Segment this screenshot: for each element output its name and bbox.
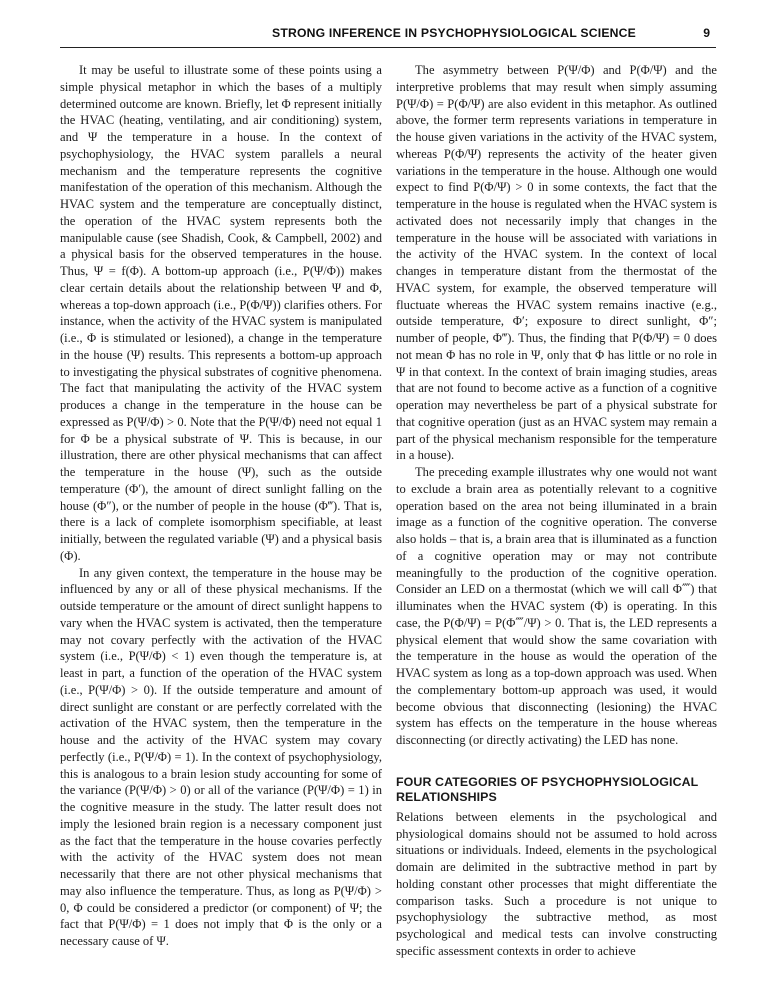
- running-head: [60, 26, 716, 48]
- left-column: [60, 62, 382, 950]
- page-number: 9: [703, 26, 710, 40]
- paragraph: It may be useful to illustrate some of these points using a simple physical metaphor in which the bases of a multiply determined outcome are known. Briefly, let Φ represent initially the HVAC (heating, ventilating, and air conditioning) system, and Ψ the temperature in a house. In the context of psychophysiology, the HVAC system parallels a neural mechanism and the temperature represents the cognitive manifestation of the operation of this mechanism. Although the HVAC system and the temperature are conceptually distinct, the operation of the HVAC system represents both the manipulable cause (see Shadish, Cook, & Campbell, 2002) and a physical basis for the observed temperatures in the house. Thus, Ψ = f(Φ). A bottom-up approach (i.e., P(Ψ/Φ)) makes clear certain details about the relationship between Ψ and Φ, whereas a top-down approach (i.e., P(Φ/Ψ)) clarifies others. For instance, when the activity of the HVAC system is manipulated (i.e., Φ is stimulated or lesioned), a change in the temperature in the house (Ψ) results. This represents a bottom-up approach to investigating the physical substrates of cognitive phenomena. The fact that manipulating the activity of the HVAC system produces a change in the temperature in the house can be expressed as P(Ψ/Φ) > 0. Note that the P(Ψ/Φ) need not equal 1 for Φ be a physical substrate of Ψ. This is because, in our illustration, there are other physical mechanisms that can affect the temperature in the house (Ψ), such as the outside temperature (Φ′), the amount of direct sunlight falling on the house (Φ″), or the number of people in the house (Φ‴). That is, there is a lack of complete isomorphism specifiable, at least initially, between the regulated variable (Ψ) and a physical basis (Φ).: [60, 63, 382, 563]
- right-column: [396, 62, 717, 960]
- paragraph: The preceding example illustrates why one would not want to exclude a brain area as potentially relevant to a cognitive operation based on the area not being illuminated in a brain image as a function of the cognitive operation. The converse also holds – that is, a brain area that is illuminated as a function of a cognitive operation may or may not contribute meaningfully to the production of the cognitive operation. Consider an LED on a thermostat (which we will call Φ⁗) that illuminates when the HVAC system (Φ) is operating. In this case, the P(Φ/Ψ) = P(Φ⁗/Ψ) > 0. That is, the LED represents a physical element that would show the same covariation with the temperature in the house as would the operation of the HVAC system as long as a top-down approach was used. When the complementary bottom-up approach was used, it would become obvious that disconnecting (lesioning) the HVAC system has effects on the temperature in the house whereas disconnecting (or directly activating) the LED has none.: [396, 465, 717, 747]
- paragraph: In any given context, the temperature in the house may be influenced by any or all of these physical mechanisms. If the outside temperature or the amount of direct sunlight happens to vary when the HVAC system is activated, then the temperature may not covary perfectly with the activation of the HVAC system (i.e., P(Ψ/Φ) < 1) even though the temperature is, at least in part, a function of the operation of the HVAC system (i.e., P(Ψ/Φ) > 0). If the outside temperature and amount of direct sunlight are constant or are perfectly correlated with the activation of the HVAC system, then the temperature in the house and the activity of the HVAC system may covary perfectly (i.e., P(Ψ/Φ) = 1). In the context of psychophysiology, this is analogous to a brain lesion study accounting for some of the variance (P(Ψ/Φ) > 0) or all of the variance (P(Ψ/Φ) = 1) in the cognitive measure in the study. The latter result does not imply the lesioned brain region is a necessary component just as the fact that the temperature in the house covaries perfectly with the activity of the HVAC system does not mean necessarily that there are not other physical mechanisms that may also influence the temperature. Thus, as long as P(Ψ/Φ) > 0, Φ could be considered a predictor (or component) of Ψ; the fact that P(Ψ/Φ) = 1 does not imply that Φ is the only or a necessary cause of Ψ.: [60, 565, 382, 948]
- running-title: STRONG INFERENCE IN PSYCHOPHYSIOLOGICAL SCIENCE: [271, 26, 636, 40]
- header-rule: [60, 47, 716, 48]
- paragraph: The asymmetry between P(Ψ/Φ) and P(Φ/Ψ) and the interpretive problems that may result when simply assuming P(Ψ/Φ) = P(Φ/Ψ) are also evident in this metaphor. As outlined above, the former term represents variations in temperature in the house given variations in the activity of the HVAC system, whereas P(Φ/Ψ) represents the activity of the heater given variations in the temperature in the house. Although one would expect to find P(Φ/Ψ) > 0 in some contexts, the fact that the temperature in the house is regulated when the HVAC system is activated does not necessarily imply that changes in the temperature in the house will be associated with variations in the activity of the HVAC system. In the context of local changes in temperature distant from the thermostat of the HVAC system, for example, the observed temperature will fluctuate whereas the HVAC system remains inactive (e.g., outside temperature, Φ′; exposure to direct sunlight, Φ″; number of people, Φ‴). Thus, the finding that P(Φ/Ψ) = 0 does not mean Φ has no role in Ψ, only that Φ has little or no role in Ψ in that context. In the context of brain imaging studies, areas that are not found to become active as a function of a cognitive operation may nevertheless be part of a physical substrate for that cognitive operation (just as an HVAC system may remain a part of the physical mechanism responsible for the temperature in a house).: [396, 63, 717, 463]
- section-heading: FOUR CATEGORIES OF PSYCHOPHYSIOLOGICAL RELATIONSHIPS: [396, 774, 699, 804]
- paragraph: Relations between elements in the psychological and physiological domains should not be assumed to hold across situations or individuals. Indeed, elements in the psychological domain are delimited in the subtractive method in part by holding constant other processes that might differentiate the comparison tasks. Such a procedure is not unique to psychophysiology the subtractive method, as most psychological and medical tests can involve constructing specific assessment contexts in order to achieve: [396, 809, 717, 958]
